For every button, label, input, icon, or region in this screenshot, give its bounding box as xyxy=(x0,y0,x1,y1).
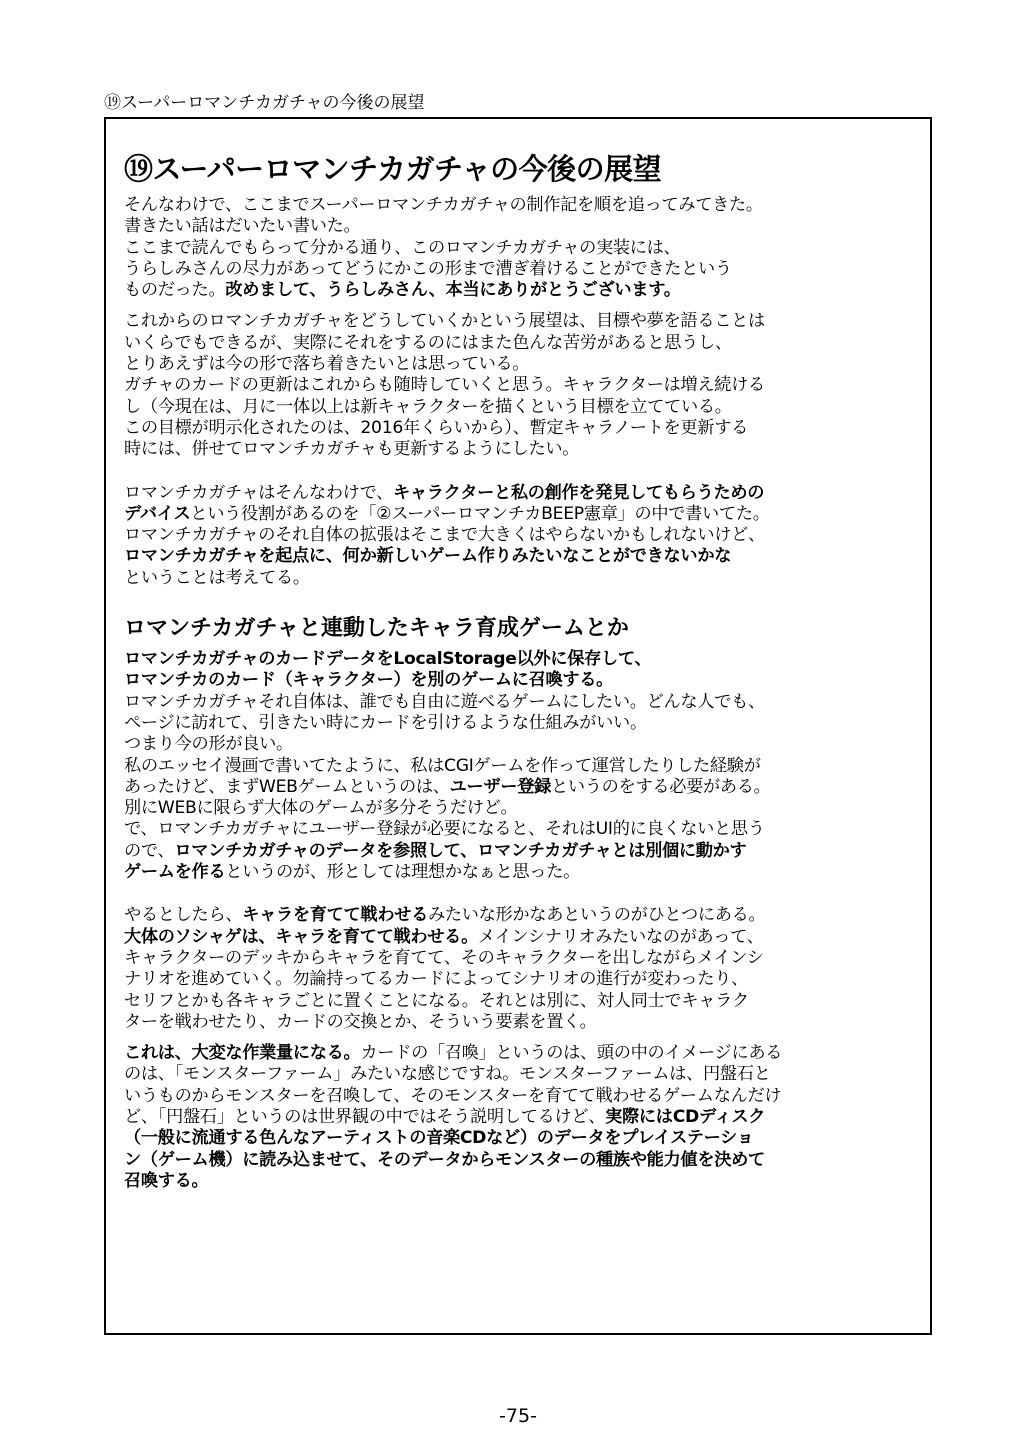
bold-text: ロマンチカのカード（キャラクター）を別のゲームに召喚する。 xyxy=(124,670,614,691)
bold-text: デバイス xyxy=(124,503,191,524)
text-line xyxy=(124,948,926,969)
text-line xyxy=(124,259,926,280)
text-line xyxy=(124,525,926,546)
bold-text: ゲームを作る xyxy=(124,862,226,883)
text-run: 私のエッセイ漫画で書いてたように、私はCGIゲームを作って運営したりした経験が xyxy=(124,755,761,776)
bold-text: 召喚する。 xyxy=(124,1170,209,1191)
text-run: し（今現在は、月に一体以上は新キャラクターを描くという目標を立てている。 xyxy=(124,396,732,417)
text-run: ガチャのカードの更新はこれからも随時していくと思う。キャラクターは増え続ける xyxy=(124,375,765,396)
text-run: とりあえずは今の形で落ち着きたいとは思っている。 xyxy=(124,354,530,375)
text-line xyxy=(124,1086,926,1107)
text-run: ロマンチカガチャのそれ自体の拡張はそこまで大きくはやらないかもしれないけど、 xyxy=(124,525,765,546)
bold-text: 大体のソシャゲは、キャラを育てて戦わせる。 xyxy=(124,926,478,947)
bold-text: ン（ゲーム機）に読み込ませて、そのデータからモンスターの種族や能力値を決めて xyxy=(124,1149,765,1170)
paragraph xyxy=(124,195,926,301)
text-run: ターを戦わせたり、カードの交換とか、そういう要素を置く。 xyxy=(124,1011,597,1032)
text-line xyxy=(124,504,926,525)
text-run: ナリオを進めていく。勿論持ってるカードによってシナリオの進行が変わったり、 xyxy=(124,969,748,990)
text-line xyxy=(124,1012,926,1033)
paragraph xyxy=(124,483,926,589)
text-line xyxy=(124,238,926,259)
bold-text: キャラを育てて戦わせる xyxy=(242,905,428,926)
text-run: やるとしたら、 xyxy=(124,905,243,926)
text-run: というのをする必要がある。 xyxy=(551,776,771,797)
text-line xyxy=(124,1171,926,1192)
text-run: ので、 xyxy=(124,840,175,861)
text-run: セリフとかも各キャラごとに置くことになる。それとは別に、対人同士でキャラク xyxy=(124,990,749,1011)
article-title: ⑲スーパーロマンチカガチャの今後の展望 xyxy=(124,152,662,186)
section-heading: ロマンチカガチャと連動したキャラ育成ゲームとか xyxy=(124,616,629,642)
text-run: つまり今の形が良い。 xyxy=(124,734,293,755)
page-number: -75- xyxy=(499,1405,537,1427)
text-line xyxy=(124,798,926,819)
text-run: カードの「召喚」というのは、頭の中のイメージにある xyxy=(360,1043,783,1064)
text-run: これからのロマンチカガチャをどうしていくかという展望は、目標や夢を語ることは xyxy=(124,311,765,332)
text-line xyxy=(124,692,926,713)
text-line xyxy=(124,819,926,840)
text-run: ロマンチカガチャそれ自体は、誰でも自由に遊べるゲームにしたい。どんな人でも、 xyxy=(124,691,765,712)
bold-text: 改めまして、うらしみさん、本当にありがとうございます。 xyxy=(225,280,681,301)
text-run: ということは考えてる。 xyxy=(124,567,310,588)
text-run: ど、「円盤石」というのは世界観の中ではそう説明してるけど、 xyxy=(124,1106,606,1127)
text-run: キャラクターのデッキからキャラを育てて、そのキャラクターを出しながらメインシ xyxy=(124,947,764,968)
bold-text: 実際にはCDディスク xyxy=(605,1106,766,1127)
text-line xyxy=(124,1107,926,1128)
text-line xyxy=(124,439,926,460)
text-line xyxy=(124,280,926,301)
text-line xyxy=(124,1150,926,1171)
text-line xyxy=(124,905,926,926)
text-line xyxy=(124,195,926,216)
paragraph xyxy=(124,649,926,883)
content-frame xyxy=(104,117,932,1335)
bold-text: （一般に流通する色んなアーティストの音楽CDなど）のデータをプレイステーショ xyxy=(124,1128,754,1149)
text-run: のは、「モンスターファーム」みたいな感じですね。モンスターファームは、円盤石と xyxy=(124,1064,771,1085)
text-run: いくらでもできるが、実際にそれをするのにはまた色んな苦労があると思うし、 xyxy=(124,332,732,353)
text-line xyxy=(124,483,926,504)
text-line xyxy=(124,713,926,734)
text-line xyxy=(124,216,926,237)
text-line xyxy=(124,354,926,375)
text-line xyxy=(124,568,926,589)
bold-text: キャラクターと私の創作を発見してもらうための xyxy=(393,482,765,503)
text-line xyxy=(124,1064,926,1085)
text-line xyxy=(124,397,926,418)
text-run: で、ロマンチカガチャにユーザー登録が必要になると、それはUI的に良くないと思う xyxy=(124,819,765,840)
text-run: というのが、形としては理想かなぁと思った。 xyxy=(225,862,580,883)
text-line xyxy=(124,333,926,354)
text-line xyxy=(124,1128,926,1149)
text-run: ものだった。 xyxy=(124,280,226,301)
paragraph xyxy=(124,311,926,460)
text-line xyxy=(124,1043,926,1064)
text-line xyxy=(124,670,926,691)
text-run: ここまで読んでもらって分かる通り、このロマンチカガチャの実装には、 xyxy=(124,237,681,258)
text-line xyxy=(124,862,926,883)
article-body xyxy=(120,151,926,1202)
text-line xyxy=(124,649,926,670)
running-header: ⑲スーパーロマンチカガチャの今後の展望 xyxy=(104,93,425,113)
bold-text: これは、大変な作業量になる。 xyxy=(124,1043,361,1064)
text-run: という役割があるのを「②スーパーロマンチカBEEP憲章」の中で書いてた。 xyxy=(190,503,770,524)
text-line xyxy=(124,375,926,396)
text-run: 時には、併せてロマンチカガチャも更新するようにしたい。 xyxy=(124,439,580,460)
text-line xyxy=(124,756,926,777)
text-line xyxy=(124,734,926,755)
text-run: ページに訪れて、引きたい時にカードを引けるような仕組みがいい。 xyxy=(124,712,647,733)
text-line xyxy=(124,927,926,948)
text-run: この目標が明示化されたのは、2016年くらいから）、暫定キャラノートを更新する xyxy=(124,417,748,438)
text-line xyxy=(124,969,926,990)
text-line xyxy=(124,311,926,332)
bold-text: ロマンチカガチャを起点に、何か新しいゲーム作りみたいなことができないかな xyxy=(124,546,732,567)
text-line xyxy=(124,991,926,1012)
paragraph xyxy=(124,905,926,1033)
text-line xyxy=(124,418,926,439)
text-line xyxy=(124,546,926,567)
text-run: 書きたい話はだいたい書いた。 xyxy=(124,216,361,237)
text-run: いうものからモンスターを召喚して、そのモンスターを育てて戦わせるゲームなんだけ xyxy=(124,1085,782,1106)
text-run: あったけど、まずWEBゲームというのは、 xyxy=(124,776,450,797)
bold-text: ユーザー登録 xyxy=(449,776,551,797)
text-run: うらしみさんの尽力があってどうにかこの形まで漕ぎ着けることができたという xyxy=(124,258,732,279)
text-run: メインシナリオみたいなのがあって、 xyxy=(477,926,764,947)
text-run: ロマンチカガチャはそんなわけで、 xyxy=(124,482,393,503)
text-run: 別にWEBに限らず大体のゲームが多分そうだけど。 xyxy=(124,798,518,819)
bold-text: ロマンチカガチャのカードデータをLocalStorage以外に保存して、 xyxy=(124,649,652,670)
text-line xyxy=(124,777,926,798)
text-line xyxy=(124,841,926,862)
text-run: そんなわけで、ここまでスーパーロマンチカガチャの制作記を順を追ってみてきた。 xyxy=(124,195,763,215)
bold-text: ロマンチカガチャのデータを参照して、ロマンチカガチャとは別個に動かす xyxy=(174,840,747,861)
paragraph xyxy=(124,1043,926,1192)
text-run: みたいな形かなあというのがひとつにある。 xyxy=(427,905,766,926)
